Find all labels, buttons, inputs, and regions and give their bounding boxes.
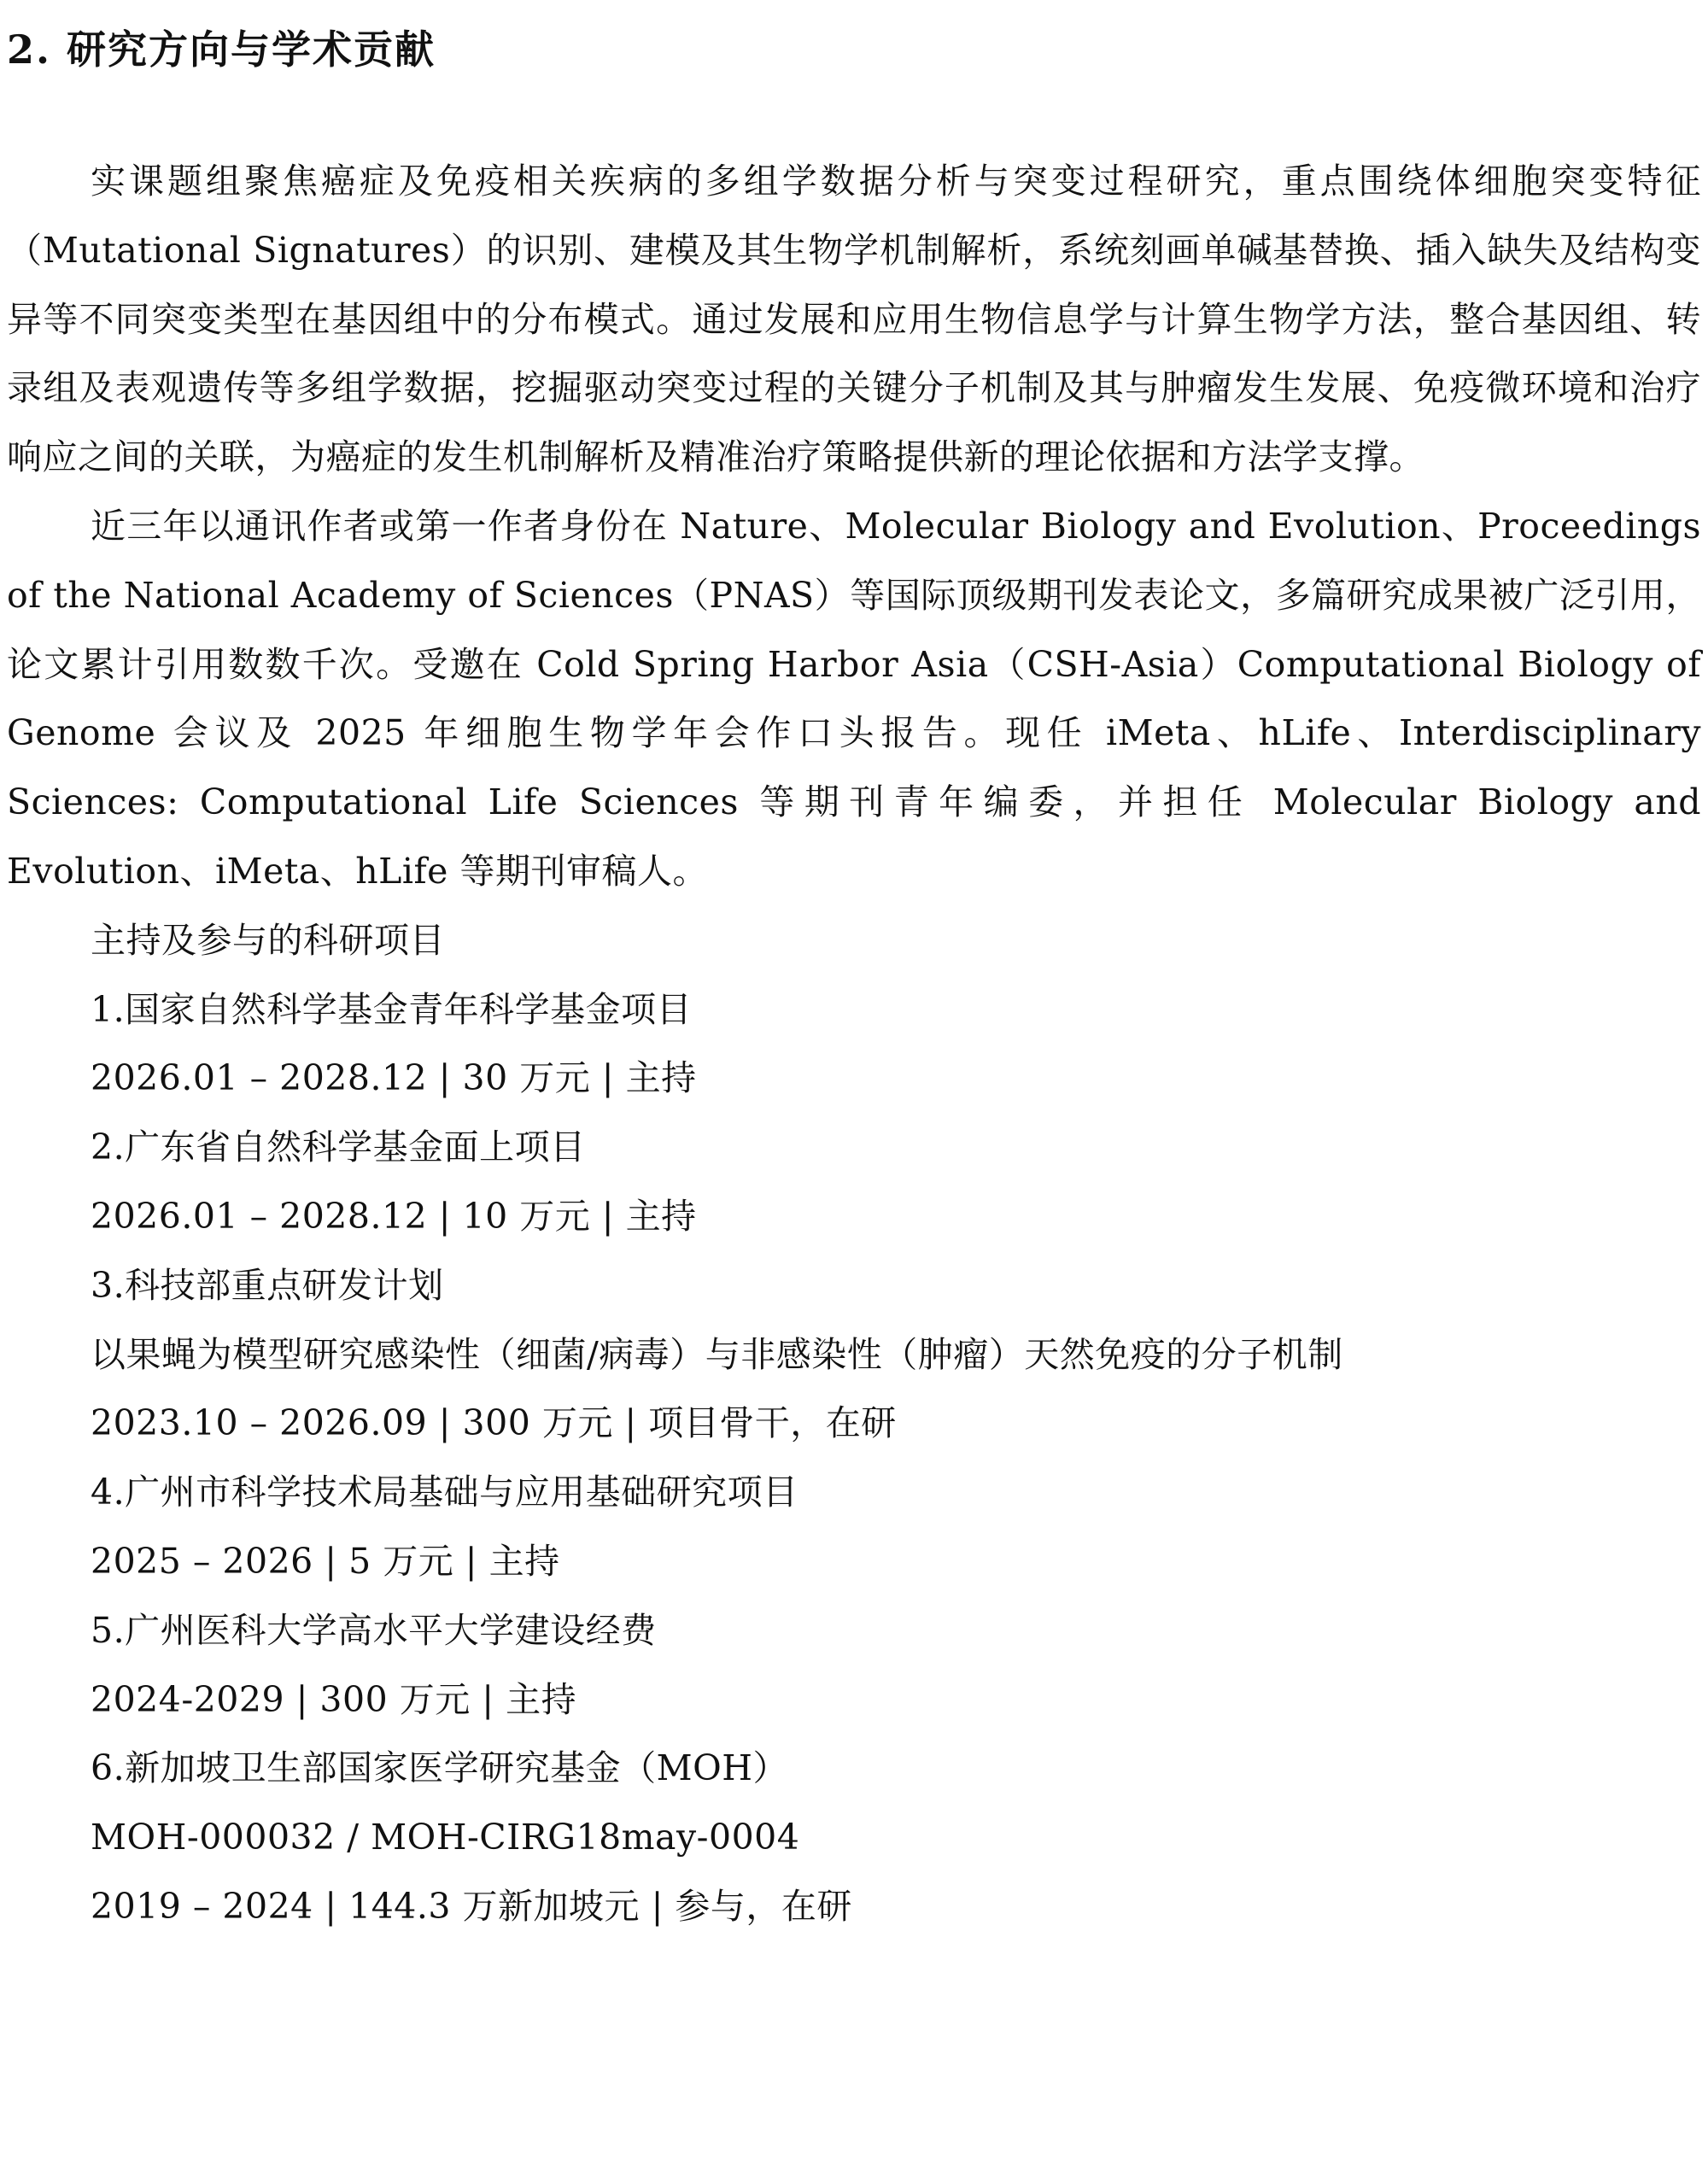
academic-contribution-paragraph: 近三年以通讯作者或第一作者身份在 Nature、Molecular Biology and Evolution、Proceedings of the National Academy of Sciences（PNAS）等国际顶级期刊发表论文，多篇研究成果被广泛引用，论文累计引用数数千次。受邀在 Cold Spring Harbor Asia（CSH-Asia）Computational Biology of Genome 会议及 2025 年细胞生物学年会作口头报告。现任 iMeta、hLife、Interdisciplinary Sciences: Computational Life Sciences 等期刊青年编委，并担任 Molecular Biology and Evolution、iMeta、hLife 等期刊审稿人。 <box>7 505 1701 892</box>
project-6-title: 6.新加坡卫生部国家医学研究基金（MOH） <box>91 1747 788 1789</box>
project-3-details: 2023.10 – 2026.09 | 300 万元 | 项目骨干，在研 <box>91 1402 897 1444</box>
projects-title: 主持及参与的科研项目 <box>91 919 445 961</box>
research-direction-paragraph: 实课题组聚焦癌症及免疫相关疾病的多组学数据分析与突变过程研究，重点围绕体细胞突变特征（Mutational Signatures）的识别、建模及其生物学机制解析，系统刻画单碱基替换、插入缺失及结构变异等不同突变类型在基因组中的分布模式。通过发展和应用生物信息学与计算生物学方法，整合基因组、转录组及表观遗传等多组学数据，挖掘驱动突变过程的关键分子机制及其与肿瘤发生发展、免疫微环境和治疗响应之间的关联，为癌症的发生机制解析及精准治疗策略提供新的理论依据和方法学支撑。 <box>7 161 1701 478</box>
project-6-grant-id: MOH-000032 / MOH-CIRG18may-0004 <box>91 1817 800 1858</box>
section-body <box>7 147 1701 1941</box>
project-1-details: 2026.01 – 2028.12 | 30 万元 | 主持 <box>91 1057 697 1099</box>
project-6-details: 2019 – 2024 | 144.3 万新加坡元 | 参与，在研 <box>91 1885 852 1927</box>
project-3-title: 3.科技部重点研发计划 <box>91 1264 444 1306</box>
section-heading: 2. 研究方向与学术贡献 <box>7 26 436 73</box>
project-3-subtitle: 以果蝇为模型研究感染性（细菌/病毒）与非感染性（肿瘤）天然免疫的分子机制 <box>91 1333 1343 1375</box>
project-1-title: 1.国家自然科学基金青年科学基金项目 <box>91 988 693 1030</box>
project-2-details: 2026.01 – 2028.12 | 10 万元 | 主持 <box>91 1195 697 1237</box>
project-5-title: 5.广州医科大学高水平大学建设经费 <box>91 1609 657 1651</box>
project-5-details: 2024-2029 | 300 万元 | 主持 <box>91 1678 577 1720</box>
project-4-title: 4.广州市科学技术局基础与应用基础研究项目 <box>91 1472 798 1513</box>
project-2-title: 2.广东省自然科学基金面上项目 <box>91 1127 586 1168</box>
project-4-details: 2025 – 2026 | 5 万元 | 主持 <box>91 1540 560 1582</box>
